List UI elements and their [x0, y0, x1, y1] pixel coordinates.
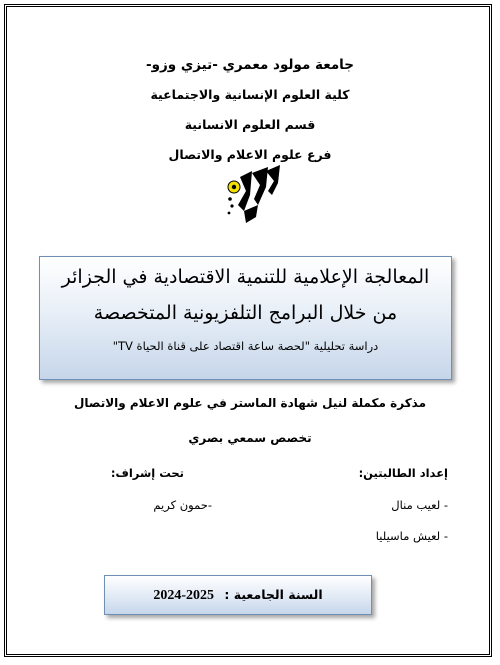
university-logo-icon — [222, 165, 284, 225]
header — [0, 50, 500, 170]
student-name: - لعيش ماسيليا — [375, 529, 448, 543]
branch-name: فرع علوم الاعلام والاتصال — [168, 147, 332, 162]
faculty-name: كلية العلوم الإنسانية والاجتماعية — [150, 87, 350, 102]
supervisor-name: -حمون كريم — [153, 498, 212, 512]
academic-year-value: 2024-2025 — [153, 588, 215, 603]
title-line-2: من خلال البرامج التلفزيونية المتخصصة — [93, 302, 398, 324]
supervisor-label: تحت إشراف: — [110, 466, 184, 480]
title-box — [39, 256, 452, 380]
university-name: جامعة مولود معمري -تيزي وزو- — [146, 57, 354, 73]
memo-statement: مذكرة مكملة لنيل شهادة الماستر في علوم الاعلام والاتصال — [73, 396, 427, 410]
academic-year-box — [104, 575, 372, 615]
students-block — [328, 466, 448, 560]
title-line-1: المعالجة الإعلامية للتنمية الاقتصادية في الجزائر — [61, 266, 430, 288]
academic-year-label: السنة الجامعية : — [224, 587, 323, 602]
students-label: إعداد الطالبتين: — [358, 466, 448, 480]
department-name: قسم العلوم الانسانية — [184, 117, 316, 132]
supervisor-block — [92, 466, 212, 512]
student-name: - لعيب منال — [391, 498, 448, 512]
specialty: تخصص سمعي بصري — [188, 431, 312, 445]
title-subtitle: دراسة تحليلية "لحصة ساعة اقتصاد على قناة الحياة TV" — [112, 339, 379, 353]
